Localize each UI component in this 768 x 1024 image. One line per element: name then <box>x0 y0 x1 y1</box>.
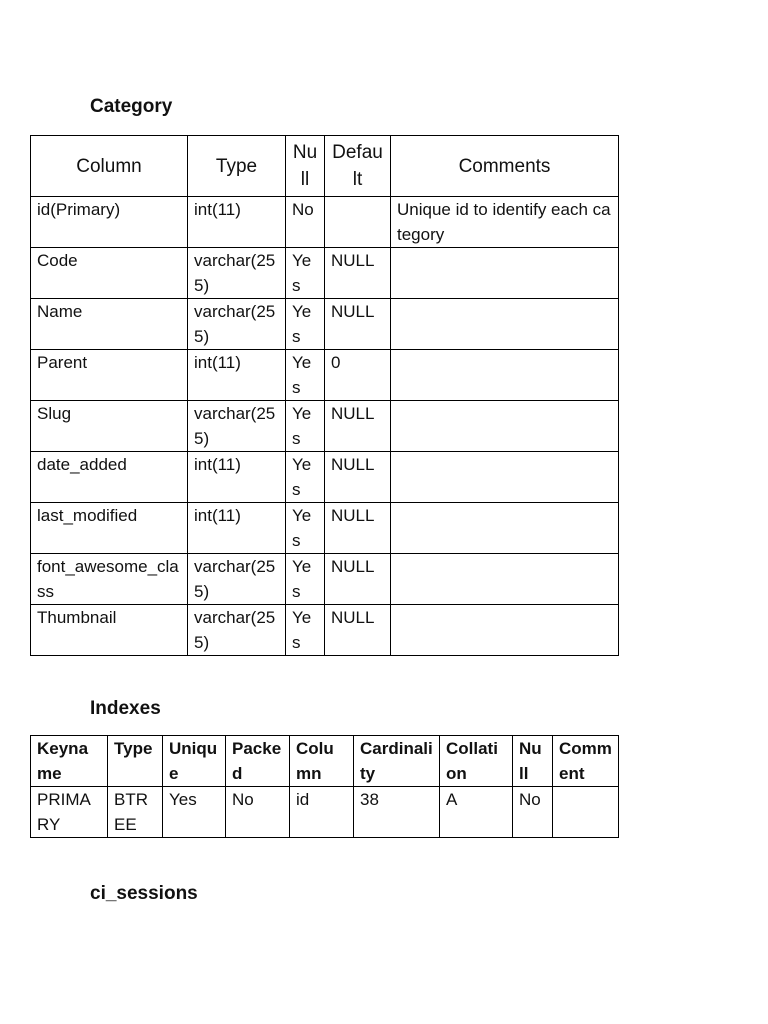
indexes-heading: Indexes <box>90 698 161 719</box>
index-cell <box>553 787 619 838</box>
cell-comments <box>391 401 619 452</box>
cell-default: 0 <box>325 350 391 401</box>
table-row <box>31 299 619 350</box>
cell-type: int(11) <box>188 503 286 554</box>
cell-comments <box>391 452 619 503</box>
cell-type: int(11) <box>188 197 286 248</box>
cell-comments <box>391 503 619 554</box>
table-row <box>31 248 619 299</box>
cell-default: NULL <box>325 503 391 554</box>
cell-comments <box>391 350 619 401</box>
cell-null: Yes <box>286 401 325 452</box>
category-heading: Category <box>90 96 173 117</box>
cell-comments <box>391 248 619 299</box>
cell-default: NULL <box>325 452 391 503</box>
cell-type: varchar(255) <box>188 554 286 605</box>
index-col-header: Comment <box>553 736 619 787</box>
cell-type: varchar(255) <box>188 299 286 350</box>
cell-null: Yes <box>286 554 325 605</box>
index-col-header: Keyname <box>31 736 108 787</box>
cell-default: NULL <box>325 605 391 656</box>
cell-type: varchar(255) <box>188 401 286 452</box>
cell-column: Slug <box>31 401 188 452</box>
cell-null: Yes <box>286 350 325 401</box>
ci-sessions-heading: ci_sessions <box>90 883 198 904</box>
cell-comments <box>391 605 619 656</box>
cell-default <box>325 197 391 248</box>
cell-column: Code <box>31 248 188 299</box>
cell-null: Yes <box>286 503 325 554</box>
cell-type: int(11) <box>188 452 286 503</box>
cell-null: Yes <box>286 452 325 503</box>
index-cell: Yes <box>163 787 226 838</box>
cell-column: Name <box>31 299 188 350</box>
index-col-header: Type <box>108 736 163 787</box>
col-header-column: Column <box>31 136 188 197</box>
table-row <box>31 350 619 401</box>
cell-comments: Unique id to identify each category <box>391 197 619 248</box>
cell-type: varchar(255) <box>188 605 286 656</box>
cell-null: Yes <box>286 605 325 656</box>
table-row <box>31 452 619 503</box>
table-row <box>31 503 619 554</box>
indexes-table <box>30 735 619 838</box>
index-cell: PRIMARY <box>31 787 108 838</box>
cell-null: Yes <box>286 299 325 350</box>
cell-column: Parent <box>31 350 188 401</box>
category-table <box>30 135 619 656</box>
col-header-null: Null <box>286 136 325 197</box>
index-cell: No <box>513 787 553 838</box>
cell-null: Yes <box>286 248 325 299</box>
cell-null: No <box>286 197 325 248</box>
index-col-header: Cardinality <box>354 736 440 787</box>
cell-column: last_modified <box>31 503 188 554</box>
index-cell: id <box>290 787 354 838</box>
col-header-type: Type <box>188 136 286 197</box>
cell-column: id(Primary) <box>31 197 188 248</box>
cell-comments <box>391 299 619 350</box>
index-cell: A <box>440 787 513 838</box>
index-cell: 38 <box>354 787 440 838</box>
col-header-comments: Comments <box>391 136 619 197</box>
index-col-header: Null <box>513 736 553 787</box>
cell-type: varchar(255) <box>188 248 286 299</box>
cell-comments <box>391 554 619 605</box>
index-col-header: Collation <box>440 736 513 787</box>
index-col-header: Unique <box>163 736 226 787</box>
table-row <box>31 554 619 605</box>
cell-default: NULL <box>325 401 391 452</box>
table-row <box>31 787 619 838</box>
table-row <box>31 401 619 452</box>
cell-default: NULL <box>325 248 391 299</box>
cell-column: Thumbnail <box>31 605 188 656</box>
col-header-default: Default <box>325 136 391 197</box>
cell-default: NULL <box>325 554 391 605</box>
index-cell: No <box>226 787 290 838</box>
cell-default: NULL <box>325 299 391 350</box>
table-row <box>31 197 619 248</box>
index-col-header: Packed <box>226 736 290 787</box>
index-cell: BTREE <box>108 787 163 838</box>
cell-column: date_added <box>31 452 188 503</box>
category-header-row <box>31 136 619 197</box>
index-col-header: Column <box>290 736 354 787</box>
cell-column: font_awesome_class <box>31 554 188 605</box>
indexes-header-row <box>31 736 619 787</box>
cell-type: int(11) <box>188 350 286 401</box>
table-row <box>31 605 619 656</box>
